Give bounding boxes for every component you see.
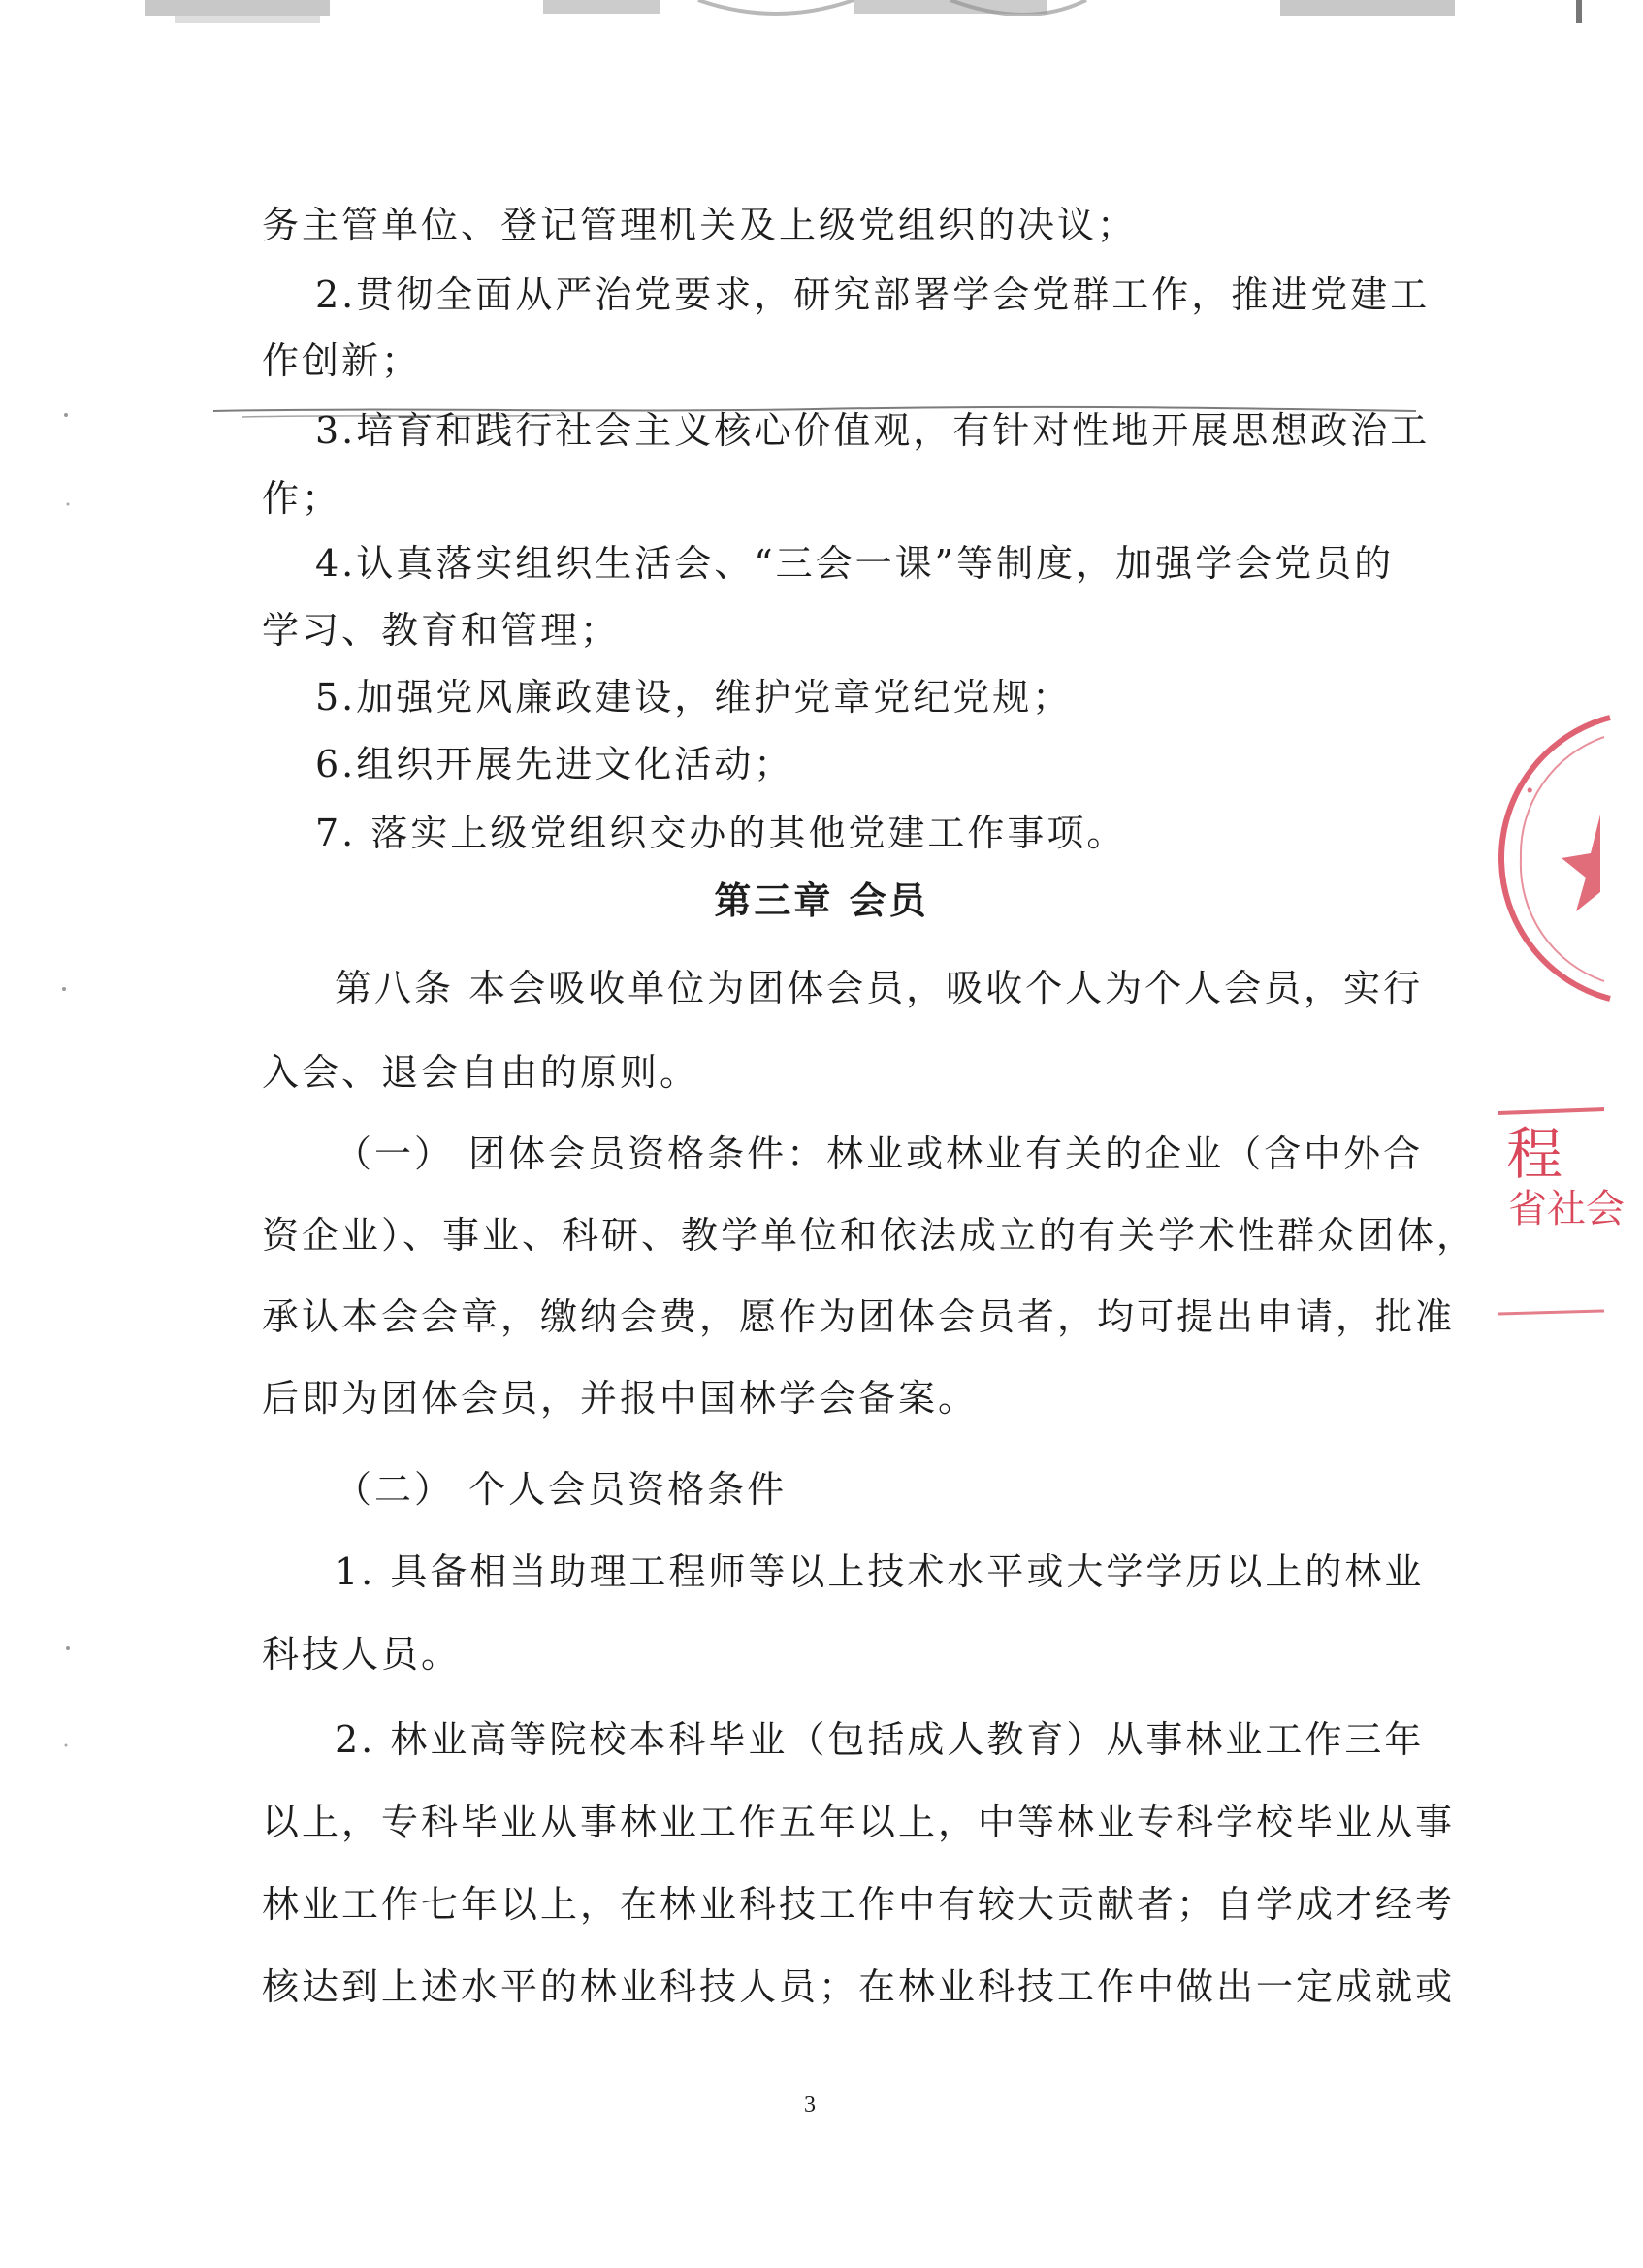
- article-line: 科技人员。: [262, 1633, 462, 1676]
- text-line: 务主管单位、登记管理机关及上级党组织的决议；: [262, 204, 1138, 246]
- scan-artifact-top: [0, 0, 1604, 39]
- official-seal-fragment: [1494, 698, 1604, 1018]
- article-line: （二） 个人会员资格条件: [335, 1468, 788, 1511]
- text-line: 学习、教育和管理；: [262, 609, 621, 652]
- article-line: 以上，专科毕业从事林业工作五年以上，中等林业专科学校毕业从事: [262, 1801, 1456, 1843]
- svg-text:·: ·: [1512, 769, 1549, 814]
- chapter-heading: 第三章 会员: [714, 878, 929, 922]
- article-line: 资企业）、事业、科研、教学单位和依法成立的有关学术性群众团体，: [262, 1214, 1477, 1257]
- text-line: 3.培育和践行社会主义核心价值观，有针对性地开展思想政治工: [315, 409, 1431, 452]
- article-line: 入会、退会自由的原则。: [262, 1051, 700, 1094]
- article-line: 核达到上述水平的林业科技人员；在林业科技工作中做出一定成就或: [262, 1965, 1456, 2008]
- article-line: 后即为团体会员，并报中国林学会备案。: [262, 1377, 979, 1420]
- text-line: 5.加强党风廉政建设，维护党章党纪党规；: [315, 676, 1073, 719]
- stamp-fragment: [1498, 1105, 1625, 1338]
- article-line: 第八条 本会吸收单位为团体会员，吸收个人为个人会员，实行: [335, 967, 1424, 1009]
- scan-speck: [58, 407, 78, 1765]
- text-line: 2.贯彻全面从严治党要求，研究部署学会党群工作，推进党建工: [315, 273, 1431, 316]
- text-line: 6.组织开展先进文化活动；: [315, 743, 794, 785]
- stamp-fragment-char: 程: [1506, 1121, 1563, 1187]
- text-line: 4.认真落实组织生活会、“三会一课”等制度，加强学会党员的: [315, 542, 1395, 585]
- article-line: 1. 具备相当助理工程师等以上技术水平或大学学历以上的林业: [335, 1550, 1425, 1593]
- stamp-fragment-org: 省社会: [1508, 1187, 1625, 1231]
- page-number: 3: [804, 2092, 816, 2118]
- article-line: 2. 林业高等院校本科毕业（包括成人教育）从事林业工作三年: [335, 1718, 1425, 1761]
- text-line: 7. 落实上级党组织交办的其他党建工作事项。: [315, 812, 1127, 854]
- text-line: 作创新；: [262, 339, 422, 382]
- article-line: 承认本会会章，缴纳会费，愿作为团体会员者，均可提出申请，批准: [262, 1295, 1456, 1338]
- article-line: 林业工作七年以上，在林业科技工作中有较大贡献者；自学成才经考: [262, 1883, 1456, 1926]
- text-line: 作；: [262, 477, 342, 520]
- article-line: （一） 团体会员资格条件：林业或林业有关的企业（含中外合: [335, 1133, 1424, 1175]
